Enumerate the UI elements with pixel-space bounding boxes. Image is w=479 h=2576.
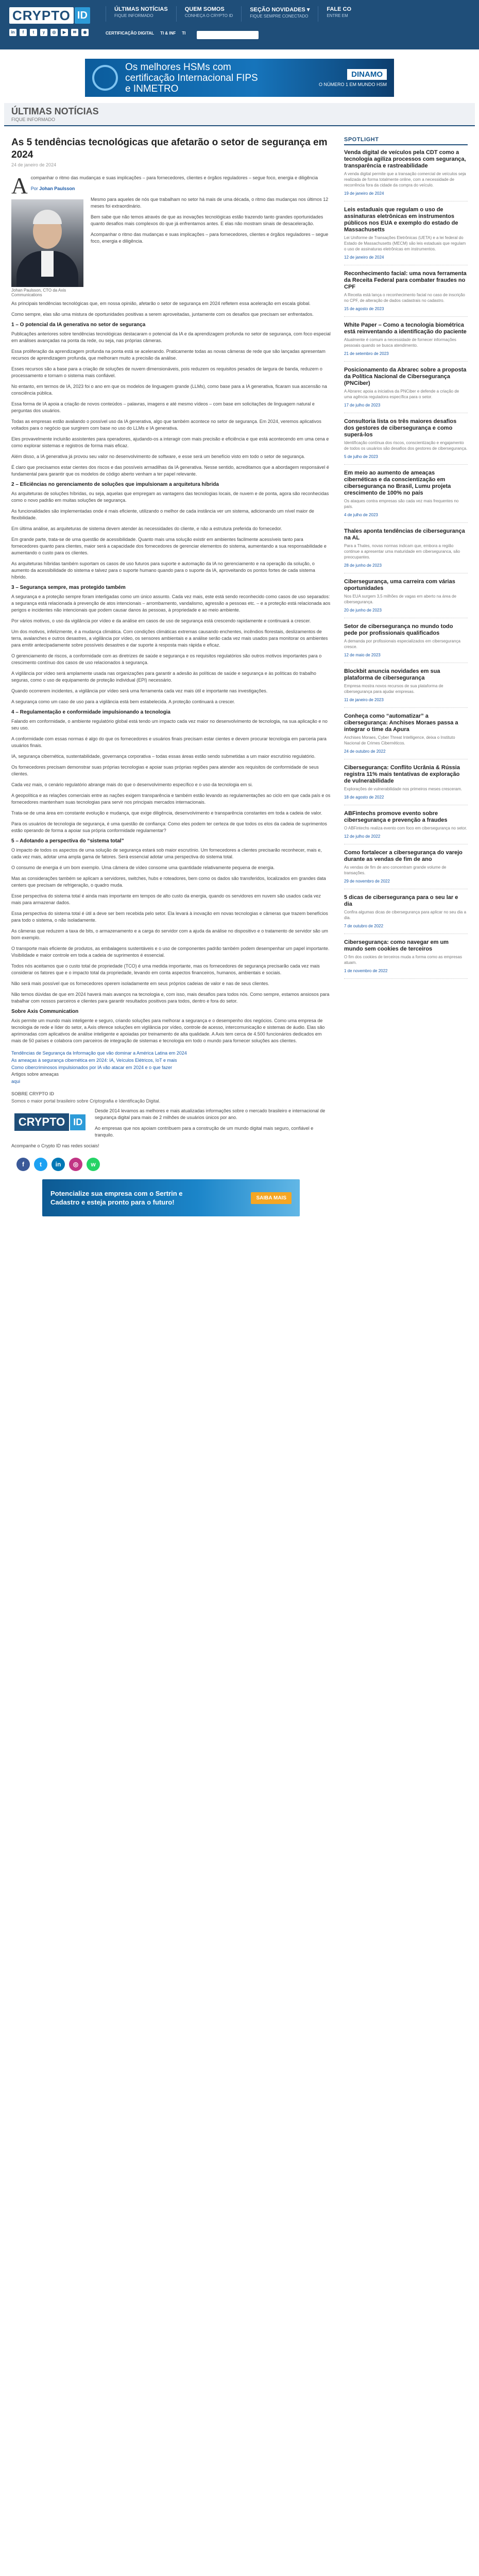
section-body-3 [11,594,331,705]
about-box [11,1108,331,1143]
spotlight-excerpt: A Receita está lança o reconhecimento facial no caso de inscrição no CPF, de alteração de dados cadastrais no cadastro. [344,293,465,303]
spotlight-item[interactable] [344,579,468,618]
spotlight-date: 21 de setembro de 2023 [344,351,389,356]
spotlight-title[interactable]: Consultoria lista os três maiores desafios dos gestores de cibersegurança e como superá-los [344,418,457,438]
paragraph: Trata-se de uma área em constante evolução e mudança, que exige diligência, desenvolvimento e transparência constantes em toda a cadeia de valor. [11,810,322,816]
paragraph: Essa forma de IA apoia a criação de novos conteúdos – palavras, imagens e até mesmo vídeos – com base em solicitações de linguagem natural e perguntas dos usuários. [11,401,315,413]
nav-item-fale-conosco[interactable] [318,6,360,22]
search-input[interactable] [197,31,259,39]
instagram-icon[interactable]: ◎ [69,1158,82,1171]
paragraph: IA, segurança cibernética, sustentabilidade, governança corporativa – todas essas áreas estão sendo submetidas a um maior escrutínio regulatório. [11,754,316,759]
linkedin-icon[interactable]: in [9,29,16,36]
spotlight-date: 5 de julho de 2023 [344,454,378,459]
about-heading: SOBRE CRYPTO ID [11,1091,55,1096]
spotlight-item[interactable] [344,270,468,317]
paragraph: Esses recursos são a base para a criação de soluções de nuvem dimensionáveis, pois reduzem os requisitos pesados de largura de banda, reduzem o processamento e tornam o sistema mais confiável. [11,366,322,378]
spotlight-date: 17 de julho de 2023 [344,403,381,408]
paragraph: As funcionalidades são implementadas onde é mais eficiente, utilizando o melhor de cada instância ver um sistema, adicionando um nível maior de flexibilidade. [11,509,314,520]
paragraph: Mesmo para aqueles de nós que trabalham no setor há mais de uma década, o ritmo das mudanças nos últimos 12 meses foi extraordinário. [91,197,329,209]
content-container [0,137,479,1227]
facebook-icon[interactable]: f [16,1158,30,1171]
banner-text: Os melhores HSMs com certificação Internacional FIPS e INMETRO [125,61,258,94]
spotlight-item[interactable] [344,765,468,805]
paragraph: As câmeras que reduzem a taxa de bits, o armazenamento e a carga do servidor com a ajuda da análise no dispositivo e o tratamento de servidor são um bom exemplo. [11,928,328,940]
spotlight-excerpt: Anchises Moraes, Cyber Threat Intelligence, deixa o Instituto Nacional de Crimes Cibernéticos. [344,735,455,745]
spotlight-excerpt: Atualmente é comum a necessidade de fornecer informações pessoais quando se busca atendimento. [344,337,456,348]
section-header [4,103,475,126]
play-icon[interactable]: ▶ [61,29,68,36]
nav-ti-inf[interactable]: TI & INF [160,31,176,36]
twitter-icon[interactable]: t [34,1158,47,1171]
spotlight-title[interactable]: White Paper – Como a tecnologia biométrica está reinventando a identificação do paciente [344,322,467,335]
spotlight-excerpt: A venda digital permite que a transação comercial de veículos seja realizada de forma totalmente online, com a necessidade de recorrência fora da cidade da compra do veículo. [344,172,466,188]
spotlight-title[interactable]: Reconhecimento facial: uma nova ferramenta da Receita Federal para combater fraudes no CPF [344,270,467,290]
byline-prefix: Por [30,186,40,191]
paragraph: Essa proliferação da aprendizagem profunda na ponta está se acelerando. Praticamente todas as novas câmeras de rede que são lançadas apresentam recursos de aprendizagem profunda, que melhoram muito a precisão da análise. [11,349,326,361]
nav-item-subtitle: FIQUE SEMPRE CONECTADO [250,14,309,19]
banner-brand-sub: O NÚMERO 1 EM MUNDO HSM [318,81,387,87]
paragraph: Essa perspectiva do sistema total é útil a deve ser bem recebida pelo setor. Ela levará à inovação em novas tecnologias e câmeras que trazem benefícios para todo o sistema, o não isoladamente. [11,911,328,923]
paragraph: A segurança como um caso de uso para a vigilância está bem estabelecida. A proteção continuará a crescer. [11,699,235,704]
spotlight-item[interactable] [344,322,468,362]
drop-cap: A [11,173,28,198]
paragraph: Cada vez mais, o cenário regulatório abrange mais do que o desenvolvimento específico e o uso da tecnologia em si. [11,782,253,787]
section-subtitle: FIQUE INFORMADO [11,117,55,122]
about-text [95,1108,331,1143]
spotlight-date: 15 de agosto de 2023 [344,307,384,311]
nav-item-secao-novidades[interactable] [241,6,318,22]
social-icons [9,29,89,36]
about-logo-badge: ID [70,1114,85,1130]
about-axis-text: Axis permite um mundo mais inteligente e seguro, criando soluções para melhorar a segurança e o desempenho dos negócios. Como uma empresa de tecnologia de rede e líder do setor, a Axis oferece soluções em vigilância por vídeo, controle de acesso, intercomunicação e sistemas de áudio. Elas são aprimoradas com aplicativos de análise inteligente e apoiadas por treinamento de alta qualidade. A Axis tem cerca de 4.500 funcionários dedicados em mais de 50 países e colabora com parceiros de integração de sistemas e tecnologia em todo o mundo para fornecer soluções aos clientes. [11,1018,325,1043]
spotlight-date: 20 de junho de 2023 [344,608,382,613]
article-title: As 5 tendências tecnológicas que afetarão o setor de segurança em 2024 [11,137,328,160]
spotlight-title[interactable]: 5 dicas de cibersegurança para o seu lar e dia [344,894,458,907]
author-photo [11,199,83,297]
spotlight-date: 18 de agosto de 2022 [344,795,384,800]
site-header [0,0,479,49]
spotlight-item[interactable] [344,149,468,201]
spotlight-item[interactable] [344,623,468,663]
author-photo-image [11,199,83,287]
related-link[interactable]: Tendências de Segurança da Informação que vão dominar a América Latina em 2024 [11,1050,187,1056]
ad-banner[interactable] [85,59,394,97]
section-body-5 [11,847,331,1005]
spotlight-item[interactable] [344,810,468,844]
paragraph: No entanto, em termos de IA, 2023 foi o ano em que os modelos de linguagem grande (LLMs), como base para a IA generativa, ficaram sua ascensão na consciência pública. [11,384,327,396]
secondary-nav [106,31,259,39]
spotlight-title[interactable]: Como fortalecer a cibersegurança do varejo durante as vendas de fim de ano [344,850,463,862]
spotlight-date: 12 de maio de 2023 [344,653,381,657]
site-logo[interactable] [9,7,90,24]
spotlight-date: 4 de julho de 2023 [344,513,378,517]
spotlight-title[interactable]: Conheça como “automatizar” a cibersegurança: Anchises Moraes passa a integrar o time da Apura [344,713,458,733]
paragraph: O gerenciamento de riscos, a conformidade com as diretrizes de saúde e segurança e os requisitos regulatórios são outros motivos importantes para o crescimento contínuo dos casos de uso relacionados à segurança. [11,653,322,665]
paragraph: A vigilância por vídeo será amplamente usada nas organizações para garantir a adesão às políticas de saúde e segurança e às políticas do trabalho seguras, como o uso de equipamento de proteção individual (EPI) necessário. [11,671,316,683]
paragraph: Eles provavelmente incluirão assistentes para operadores, ajudando-os a interagir com mais precisão e eficiência e que está acontecendo em uma cena e como explorar sistemas e registros de forma mais eficaz. [11,436,329,448]
paragraph: O impacto de todos os aspectos de uma solução de segurança estará sob maior escrutínio. Um fornecedores a clientes precisarão reconhecer, mais e, cada vez mais, adotar uma ampla gama de fatores. Será essencial adotar uma perspectiva do sistema total. [11,848,322,859]
section-body-2 [11,490,331,581]
spotlight-item[interactable] [344,668,468,708]
section-title: ÚLTIMAS NOTÍCIAS [11,106,99,116]
whatsapp-icon[interactable]: w [87,1158,100,1171]
section-heading-1: 1 – O potencial da IA generativa no setor de segurança [11,322,146,328]
paragraph: Como sempre, elas são uma mistura de oportunidades positivas a serem aproveitadas, juntamente com os desafios que precisam ser enfrentados. [11,312,314,317]
spotlight-excerpt: Nos EUA surgem 3,5 milhões de vagas em aberto na área de cibersegurança. [344,594,456,604]
facebook-icon[interactable]: f [20,29,27,36]
spotlight-title[interactable]: Blockbit anuncia novidades em sua plataforma de cibersegurança [344,668,440,681]
spotlight-excerpt: A demanda por profissionais especializados em cibersegurança cresce. [344,639,460,649]
share-buttons [16,1158,331,1171]
article [11,137,331,1227]
footer-banner-text: Potencialize sua empresa com o Sertrin e Cadastro e esteja pronto para o futuro! [50,1190,183,1206]
section-heading-3: 3 – Segurança sempre, mas protegido também [11,585,126,590]
paragraph: O consumo de energia é um bom exemplo. Uma câmera de vídeo consome uma quantidade relativamente pequena de energia. [11,865,275,870]
ad-banner-wrap [0,49,479,100]
spotlight-date: 12 de julho de 2022 [344,834,381,839]
spotlight-date: 24 de outubro de 2022 [344,749,386,754]
spotlight-excerpt: O ABFintechs realiza evento com foco em cibersegurança no setor. [344,826,467,831]
nav-certificacao-digital[interactable]: CERTIFICAÇÃO DIGITAL [106,31,155,36]
related-tail [11,1071,331,1085]
paragraph: Todos nós aceitamos que o custo total de propriedade (TCO) é uma medida importante, mas os fornecedores de segurança precisarão cada vez mais considerar os fatores que e o impacto total da propriedade, levando em conta aspectos financeiros, humanos, ambientais e sociais. [11,963,320,975]
photo-caption: Johan Paulsson, CTO da Axis Communications [11,288,66,297]
logo-badge: ID [75,7,90,24]
related-tail-text: Artigos sobre ameaças [11,1072,59,1077]
paragraph: Para os usuários de tecnologia de segurança, é uma questão de confiança: Como eles podem ter certeza de que todos os elos da cadeia de suprimentos estão operando de forma a apoiar sua própria conformidade regulamentar? [11,821,327,833]
sidebar-title: SPOTLIGHT [344,137,468,145]
lead-paragraph: companhar o ritmo das mudanças e suas implicações – para fornecedores, clientes e órgãos reguladores – segue foco, energia e diligência [30,175,318,180]
spotlight-title[interactable]: Cibersegurança: Conflito Ucrânia & Rússia registra 11% mais tentativas de exploração de vulnerabilidade [344,765,460,784]
banner-circle-icon [92,65,118,91]
rss-icon[interactable]: ◉ [81,29,89,36]
spotlight-title[interactable]: Setor de cibersegurança no mundo todo pede por profissionais qualificados [344,623,453,636]
spotlight-list [344,149,468,979]
paragraph: Não temos dúvidas de que em 2024 haverá mais avanços na tecnologia e, com isso, mais desafios para todos nós. Como sempre, estamos ansiosos para trabalhar com nossos parceiros e clientes para garantir resultados positivos para todos, dentro e fora do setor. [11,992,330,1004]
footer-ad-banner[interactable] [42,1179,300,1216]
nav-item-title: QUEM SOMOS [184,6,225,12]
spotlight-item[interactable] [344,713,468,759]
nav-item-title: FALE CO [327,6,352,12]
spotlight-item[interactable] [344,367,468,413]
spotlight-sidebar [344,137,468,1227]
related-links [11,1049,331,1085]
spotlight-date: 7 de outubro de 2022 [344,924,384,928]
logo-text: CRYPTO [9,7,74,24]
spotlight-date: 19 de janeiro de 2024 [344,191,384,196]
spotlight-title[interactable]: Cibersegurança: como navegar em um mundo sem cookies de terceiros [344,939,449,952]
paragraph: Os fornecedores precisam demonstrar suas próprias tecnologias e apoiar suas próprias regiões para atender aos requisitos de conformidade de seus clientes. [11,765,319,776]
spotlight-excerpt: Empresa mostra novos recursos de sua plataforma de cibersegurança para ajudar empresas. [344,684,443,694]
spotlight-excerpt: Para a Thales, novas normas indicam que, embora a região continue a apresentar uma maturidade em ciberseguranca, são preocupantes. [344,544,460,560]
spotlight-excerpt: Lei Uniforme de Transações Eletrônicas (UETA) e a lei federal do Estado de Massachusetts (MECM) são leis estaduais que regulam o uso de assinaturas eletrônicas em instrumentos. [344,235,466,251]
paragraph: Falando em conformidade, o ambiente regulatório global está tendo um impacto cada vez maior no desenvolvimento de tecnologia, na sua aplicação e no seu uso. [11,719,328,731]
section-heading-4: 4 – Regulamentação e conformidade impulsionando a tecnologia [11,709,170,715]
paragraph: Quando ocorrerem incidentes, a vigilância por vídeo será uma ferramenta cada vez mais útil e importante nas investigações. [11,688,268,693]
youtube-icon[interactable]: y [40,29,47,36]
paragraph: As arquiteturas híbridas também suportam os casos de uso futuros para suporte e automação da IA no gerenciamento e na operação da solução, o aumento da acessibilidade do sistema e talvez para o suporte humano quando para o suporte da IA, aproveitando os pontos fortes de cada sistema híbrido. [11,561,315,580]
nav-item-subtitle: CONHEÇA O CRYPTO ID [184,13,233,18]
paragraph: Em última análise, as arquiteturas de sistema devem atender às necessidades do cliente, e não a estrutura preferida do fornecedor. [11,526,282,531]
about-axis-heading: Sobre Axis Communication [11,1009,79,1014]
related-link[interactable]: Como cibercriminosos impulsionados por IA vão atacar em 2024 e o que fazer [11,1065,173,1070]
paragraph: Acompanhar o ritmo das mudanças e suas implicações – para fornecedores, clientes e órgãos reguladores – segue foco, energia e diligência. [91,232,329,244]
section-heading-2: 2 – Eficiências no gerenciamento de soluções que impulsionam a arquitetura híbrida [11,482,219,487]
footer-banner-button[interactable]: SAIBA MAIS [251,1192,292,1204]
spotlight-item[interactable] [344,418,468,465]
spotlight-item[interactable] [344,939,468,979]
paragraph: Por vários motivos, o uso da vigilância por vídeo e da análise em casos de uso de segurança está crescendo rapidamente e continuará a crescer. [11,618,311,623]
article-date: 24 de janeiro de 2024 [11,162,57,167]
spotlight-excerpt: Explorações de vulnerabilidade nos primeiros meses cresceram. [344,787,462,791]
related-link[interactable]: As ameaças à segurança cibernética em 2024: IA, Veículos Elétricos, IoT e mais [11,1058,177,1063]
about-social-text: Acompanhe o Crypto ID nas redes sociais! [11,1143,99,1148]
spotlight-item[interactable] [344,528,468,573]
nav-item-title: ÚLTIMAS NOTÍCIAS [114,6,168,12]
spotlight-item[interactable] [344,207,468,265]
spotlight-excerpt: A Abrarec apoia a iniciativa da PNCiber e defende a criação de uma agência reguladora específica para o setor. [344,389,459,399]
spotlight-title[interactable]: Posicionamento da Abrarec sobre a proposta da Política Nacional de Cibersegurança (PNCiber) [344,367,467,386]
nav-ti[interactable]: TI [182,31,186,36]
banner-brand [319,69,387,87]
spotlight-excerpt: Confira algumas dicas de cibersegurança para aplicar no seu dia a dia. [344,910,467,920]
paragraph: Não será mais possível que os fornecedores operem isoladamente em seus próprios cadeias de valor e nas de seus clientes. [11,981,269,986]
related-tail-link[interactable]: aqui [11,1079,21,1084]
spotlight-date: 11 de janeiro de 2023 [344,698,384,702]
spotlight-excerpt: O fim dos cookies de terceiros muda a forma como as empresas atuam. [344,955,462,965]
section-body-4 [11,718,331,834]
spotlight-date: 29 de novembro de 2022 [344,879,390,884]
spotlight-title[interactable]: Leis estaduais que regulam o uso de assinaturas eletrônicas em instrumentos públicos nos EUA e exemplo do estado de Massachusetts [344,207,458,233]
nav-item-subtitle: ENTRE EM [327,13,348,18]
article-lead [11,175,331,300]
spotlight-excerpt: Identificação contínua dos riscos, conscientização e engajamento de todos os usuários são desafios dos gestores de cibersegurança. [344,440,468,451]
paragraph: A conformidade com essas normas é algo do que os fornecedores e usuários finais precisam estar cientes e devem procurar tecnologia em parceria para usuários finais. [11,736,327,748]
paragraph: Esse perspectiva do sistema total é ainda mais importante em tempos de alto custo da energia, quando os servidores em nuvem são usados cada vez mais para armazenar dados. [11,893,321,905]
spotlight-excerpt: Os ataques contra empresas são cada vez mais frequentes no país. [344,499,459,509]
about-logo[interactable] [11,1108,89,1137]
paragraph: É claro que precisamos estar cientes dos riscos e das possíveis armadilhas da IA generativa. Nesse sentido, acreditamos que a abordagem responsável é fundamental para garantir que os modelos de código aberto venham a ter papel relevante. [11,465,329,477]
spotlight-date: 28 de junho de 2023 [344,563,382,568]
paragraph: Em grande parte, trata-se de uma questão de acessibilidade. Quanto mais uma solução existir em ambientes facilmente acessíveis tanto para fornecedores quanto para clientes, maior será a capacidade dos fornecedores de gerenciar elementos do sistema, aumentando a sua responsabilidade e aumentando o custo para os clientes. [11,537,327,555]
instagram-icon[interactable]: ◎ [50,29,58,36]
mail-icon[interactable]: ✉ [71,29,78,36]
paragraph: As principais tendências tecnológicas que, em nossa opinião, afetarão o setor de segurança em 2024 refletem essa aceleração em escala global. [11,301,311,306]
spotlight-title[interactable]: Cibersegurança, uma carreira com várias oportunidades [344,579,455,591]
section-body-1 [11,331,331,478]
spotlight-date: 1 de novembro de 2022 [344,969,388,973]
paragraph: Um dos motivos, infelizmente, é a mudança climática. Com condições climáticas extremas causando enchentes, incêndios florestais, deslizamentos de terra, avalanches e outros desastres, a vigilância por vídeo, os sensores ambientais e a análise serão cada vez mais usados para monitorar os ambientes para emitir antecipadamente sobre possíveis desastres e dar suporte à resposta mais rápida e eficaz. [11,629,328,648]
main-nav [106,6,360,22]
about-paragraph: Ao empresas que nos apoiam contribuem para a construção de um mundo digital mais seguro, confiável e tranquilo. [95,1126,314,1138]
twitter-icon[interactable]: t [30,29,37,36]
byline [11,185,331,192]
spotlight-date: 12 de janeiro de 2024 [344,255,384,260]
linkedin-icon[interactable]: in [52,1158,65,1171]
paragraph: O transporte mais eficiente de produtos, as embalagens sustentáveis e o uso de componentes padrão também podem desempenhar um papel importante. Visibilidade e maior controle em toda a cadeia de suprimentos é essencial. [11,946,330,958]
nav-item-title: SEÇÃO NOVIDADES ▾ [250,7,310,13]
paragraph: Mas as considerações também se aplicam a servidores, switches, hubs e roteadores, bem como os dados são transferidos, localizados em grandes data centers que precisam de refrigeração, o quadro muda. [11,876,326,888]
paragraph: As arquiteturas de soluções híbridas, ou seja, aquelas que empregam as vantagens das tecnologias locais, de nuvem e de ponta, agora são reconhecidas como o novo padrão em muitas soluções de segurança. [11,491,329,503]
about-logo-text: CRYPTO [14,1113,69,1131]
about-paragraph: Desde 2014 levamos as melhores e mais atualizadas informações sobre o mercado brasileiro e internacional de segurança digital para mais de 2 milhões de usuários únicos por ano. [95,1108,326,1120]
spotlight-title[interactable]: Em meio ao aumento de ameaças cibernéticas e da conscientização em cibersegurança no Brasil, Lumu projeta crescimento de 100% no país [344,470,451,496]
paragraph: Todas as empresas estão avaliando o possível uso da IA generativa, algo que também acontece no setor de segurança. Em 2024, veremos aplicativos voltados para o negócio que surgirem com base no uso do LLMs e IA generativa. [11,419,321,431]
about-subtitle: Somos o maior portal brasileiro sobre Criptografia e Identificação Digital. [11,1098,161,1104]
spotlight-item[interactable] [344,470,468,523]
nav-item-subtitle: FIQUE INFORMADO [114,13,153,18]
banner-brand-name: DINAMO [347,69,387,80]
spotlight-title[interactable]: Thales aponta tendências de cibersegurança na AL [344,528,465,541]
paragraph: A segurança e a proteção sempre foram interligadas como um único assunto. Cada vez mais, este está sendo reconhecido como casos de uso separados: a segurança está relacionada à prevenção de atos intencionais – arrombamento, vandalismo, agressão a pessoas etc. – e a proteção está relacionada aos perigos e incidentes não intencionais que podem causar danos às pessoas, à propriedade e ao meio ambiente. [11,594,331,613]
nav-item-quem-somos[interactable] [176,6,242,22]
paragraph: A geopolítica e as relações comerciais entre as nações exigem transparência e também estão levando as regulamentações ao ciclo em que cada país e os fornecedores mantenham suas tecnologias para servir nos principais mercados internacionais. [11,793,331,805]
paragraph: Além disso, a IA generativa já provou seu valor no desenvolvimento de software, e esse será um benefício visto em todo o setor de segurança. [11,454,305,459]
spotlight-title[interactable]: Venda digital de veículos pela CDT como a tecnologia agiliza processos com segurança, transparência e rastreabilidade [344,149,466,169]
spotlight-excerpt: As vendas de fim de ano concentram grande volume de transações. [344,865,447,875]
byline-author[interactable]: Johan Paulsson [39,186,75,191]
paragraph: Bem sabe que não temos através de que as inovações tecnológicas estão trazendo tanto grandes oportunidades quanto desafios mais complexos do que já enfrentamos antes. E elas não mostram sinais de desaceleração. [91,214,323,226]
paragraph: Publicações anteriores sobre tendências tecnológicas destacaram o potencial da IA e da aprendizagem profunda no setor de segurança, com foco especial em análises avançadas na ponta da rede, ou seja, nas próprias câmeras. [11,331,331,343]
section-heading-5: 5 – Adotando a perspectiva do “sistema total” [11,838,124,844]
spotlight-title[interactable]: ABFintechs promove evento sobre cibersegurança e prevenção a fraudes [344,810,448,823]
spotlight-item[interactable] [344,850,468,889]
spotlight-item[interactable] [344,894,468,934]
nav-item-ultimas-noticias[interactable] [106,6,176,22]
